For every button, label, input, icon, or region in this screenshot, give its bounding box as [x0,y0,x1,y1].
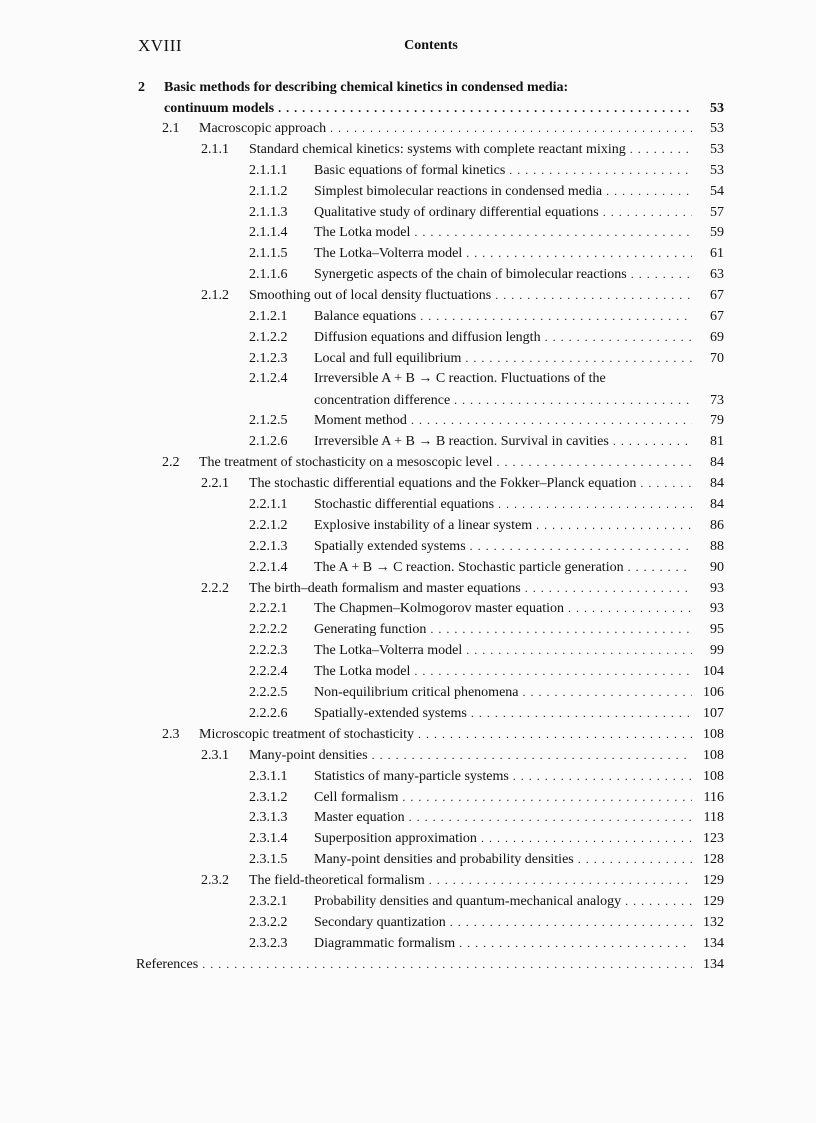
toc-entry [138,828,724,849]
section-title: The Lotka model [314,225,411,241]
page-number: 106 [703,685,724,701]
section-number: 2.2.2.3 [249,643,288,659]
section-title: Stochastic differential equations [314,497,495,513]
toc-entry [138,703,724,724]
header-title: Contents [404,38,458,53]
dot-leader [568,598,692,619]
section-number: 2.3.2.1 [249,893,288,909]
section-number: 2.2.1.4 [249,559,288,575]
section-title: Macroscopic approach [199,121,327,136]
page-number: 81 [710,434,724,450]
section-title: The Lotka model [314,664,411,680]
chapter-title-line2: continuum models [164,101,275,116]
dot-leader [450,912,692,933]
page-number: 67 [710,288,724,304]
section-title: The treatment of stochasticity on a mesoscopic level [199,455,493,471]
page-number: 95 [710,622,724,638]
section-title: Diffusion equations and diffusion length [314,329,541,345]
section-title: Generating function [314,622,427,638]
section-title: Moment method [314,413,407,429]
dot-leader [202,954,692,975]
section-title: Diagrammatic formalism [314,935,456,951]
dot-leader [414,661,692,682]
dot-leader [418,724,692,745]
toc-entry [138,431,724,452]
references-entry [136,954,724,975]
section-title: The Lotka–Volterra model [314,246,463,262]
dot-leader [640,473,692,494]
page-number: 53 [710,121,724,136]
toc-entry [138,473,724,494]
roman-page-number: XVIII [138,36,183,55]
toc-entry [138,348,724,369]
page-number: 69 [710,329,724,345]
toc-entry [138,285,724,306]
page-number: 61 [710,246,724,262]
section-number: 2.3.1.2 [249,789,288,805]
dot-leader [402,787,692,808]
page-number: 79 [710,413,724,429]
section-title: The stochastic differential equations and the Fokker–Planck equation [249,476,637,492]
page-number: 93 [710,601,724,617]
dot-leader [470,536,692,557]
dot-leader [631,264,692,285]
page-number: 134 [703,935,724,951]
section-title: Irreversible A + B → B reaction. Survival in cavities [314,434,609,450]
page-number: 59 [710,225,724,241]
section-number: 2.2.1.2 [249,517,288,533]
dot-leader [459,933,692,954]
toc-entry [138,891,724,912]
toc-entry [138,661,724,682]
section-title: The field-theoretical formalism [249,873,425,889]
section-number: 2.2.1 [201,476,229,492]
section-number: 2.1.2.5 [249,413,288,429]
toc-entry [138,202,724,223]
section-number: 2.1.2.4 [249,370,288,386]
section-number: 2.1.1 [201,141,229,157]
section-number: 2.2.2 [201,580,229,596]
section-number: 2.2 [162,455,180,471]
dot-leader [465,348,692,369]
section-title: Spatially extended systems [314,538,466,554]
section-title: Smoothing out of local density fluctuations [249,288,492,304]
chapter-page: 53 [710,101,724,116]
section-number: 2.3.1.4 [249,831,288,847]
section-title: Basic equations of formal kinetics [314,162,506,178]
section-title: Statistics of many-particle systems [314,768,509,784]
toc-entry [138,306,724,327]
section-title: Spatially-extended systems [314,705,467,721]
section-title: Simplest bimolecular reactions in condensed media [314,183,603,199]
toc-entry [138,327,724,348]
section-number: 2.1.2 [201,288,229,304]
toc-entry [138,369,724,390]
section-number: 2.1.2.3 [249,350,288,366]
section-number: 2.1.1.5 [249,246,288,262]
section-number: 2.1.1.4 [249,225,288,241]
page-number: 63 [710,267,724,283]
toc-entry [138,766,724,787]
toc-entry [138,181,724,202]
toc-entry [138,222,724,243]
page-number: 53 [710,162,724,178]
dot-leader [628,557,692,578]
toc-entry [138,787,724,808]
toc-entry [138,118,724,139]
page-number: 57 [710,204,724,220]
references-title: References [136,956,199,972]
dot-leader [603,202,692,223]
references-page: 134 [703,956,724,972]
dot-leader [466,243,692,264]
section-title: Qualitative study of ordinary differential equations [314,204,599,220]
section-title: concentration difference [314,392,451,408]
section-number: 2.3 [162,726,180,742]
toc-entry [138,912,724,933]
toc-entry [138,933,724,954]
section-number: 2.1.2.6 [249,434,288,450]
section-number: 2.2.1.3 [249,538,288,554]
section-number: 2.3.1.1 [249,768,288,784]
dot-leader [625,891,692,912]
dot-leader [454,390,692,411]
section-title: Irreversible A + B → C reaction. Fluctuations of the [314,370,606,386]
toc-entry [138,849,724,870]
toc-entry [138,619,724,640]
dot-leader [409,807,692,828]
section-title: Many-point densities [249,747,368,763]
toc-entry [138,682,724,703]
section-number: 2.1.1.3 [249,204,288,220]
toc-entry [138,390,724,411]
section-title: The Chapmen–Kolmogorov master equation [314,601,564,617]
toc-entry [138,410,724,431]
dot-leader [420,306,692,327]
dot-leader [372,745,692,766]
toc-entry [138,870,724,891]
page-number: 104 [703,664,724,680]
toc-entry [138,536,724,557]
toc-entry [138,724,724,745]
page-number: 86 [710,517,724,533]
section-number: 2.3.1.5 [249,852,288,868]
section-number: 2.3.1 [201,747,229,763]
toc-entry [138,139,724,160]
page-number: 108 [703,768,724,784]
page-number: 108 [703,726,724,742]
page-number: 90 [710,559,724,575]
section-number: 2.1.2.2 [249,329,288,345]
toc-entry [138,598,724,619]
dot-leader [278,98,692,119]
section-number: 2.3.1.3 [249,810,288,826]
section-title: The birth–death formalism and master equations [249,580,521,596]
section-title: Balance equations [314,309,417,325]
page-number: 116 [703,789,724,805]
page-number: 107 [703,705,724,721]
section-title: Microscopic treatment of stochasticity [199,726,414,742]
page-number: 70 [710,350,724,366]
page-number: 73 [710,392,724,408]
page-number: 128 [703,852,724,868]
toc-entry [138,515,724,536]
dot-leader [498,494,692,515]
toc-entry [138,745,724,766]
page-number: 54 [710,183,724,199]
section-title: Non-equilibrium critical phenomena [314,685,519,701]
page-number: 118 [703,810,724,826]
dot-leader [536,515,692,536]
section-number: 2.1.2.1 [249,309,288,325]
dot-leader [414,222,692,243]
page-header [138,36,724,60]
page-number: 99 [710,643,724,659]
section-number: 2.3.2.2 [249,914,288,930]
dot-leader [630,139,692,160]
dot-leader [525,578,692,599]
dot-leader [411,410,692,431]
dot-leader [513,766,692,787]
section-title: Secondary quantization [314,914,446,930]
section-number: 2.2.2.6 [249,705,288,721]
section-number: 2.3.2 [201,873,229,889]
dot-leader [613,431,692,452]
section-title: Superposition approximation [314,831,477,847]
section-number: 2.2.1.1 [249,497,288,513]
section-title: The Lotka–Volterra model [314,643,463,659]
dot-leader [481,828,692,849]
page-number: 84 [710,497,724,513]
page-number: 93 [710,580,724,596]
page-number: 123 [703,831,724,847]
section-number: 2.3.2.3 [249,935,288,951]
page-number: 129 [703,893,724,909]
dot-leader [495,285,692,306]
dot-leader [466,640,692,661]
section-title: Probability densities and quantum-mechanical analogy [314,893,622,909]
dot-leader [606,181,692,202]
section-title: The A + B → C reaction. Stochastic particle generation [314,559,624,575]
toc-entry [138,243,724,264]
chapter-entry [138,78,724,119]
dot-leader [523,682,693,703]
page-number: 84 [710,476,724,492]
toc-list [138,118,724,975]
toc-entry [138,452,724,473]
section-title: Cell formalism [314,789,399,805]
page-number: 108 [703,747,724,763]
page-number: 53 [710,141,724,157]
section-title: Local and full equilibrium [314,350,462,366]
section-number: 2.2.2.1 [249,601,288,617]
page-number: 67 [710,309,724,325]
section-number: 2.2.2.2 [249,622,288,638]
dot-leader [497,452,692,473]
dot-leader [509,160,692,181]
section-number: 2.1.1.1 [249,162,288,178]
toc-entry [138,557,724,578]
page-number: 129 [703,873,724,889]
section-number: 2.2.2.5 [249,685,288,701]
chapter-number: 2 [138,80,145,95]
dot-leader [471,703,692,724]
section-number: 2.1.1.6 [249,267,288,283]
dot-leader [545,327,692,348]
section-title: Standard chemical kinetics: systems with complete reactant mixing [249,141,626,157]
section-number: 2.1 [162,121,180,136]
toc-entry [138,264,724,285]
toc-entry [138,578,724,599]
chapter-title-line1: Basic methods for describing chemical kinetics in condensed media: [164,80,569,95]
section-title: Explosive instability of a linear system [314,517,533,533]
page-number: 88 [710,538,724,554]
toc-entry [138,640,724,661]
dot-leader [578,849,692,870]
toc-entry [138,494,724,515]
toc-entry [138,807,724,828]
toc-entry [138,160,724,181]
dot-leader [429,870,692,891]
section-title: Master equation [314,810,405,826]
section-title: Synergetic aspects of the chain of bimolecular reactions [314,267,627,283]
dot-leader [430,619,692,640]
section-number: 2.2.2.4 [249,664,288,680]
dot-leader [330,118,692,139]
page-number: 132 [703,914,724,930]
section-title: Many-point densities and probability densities [314,852,574,868]
section-number: 2.1.1.2 [249,183,288,199]
page-number: 84 [710,455,724,471]
